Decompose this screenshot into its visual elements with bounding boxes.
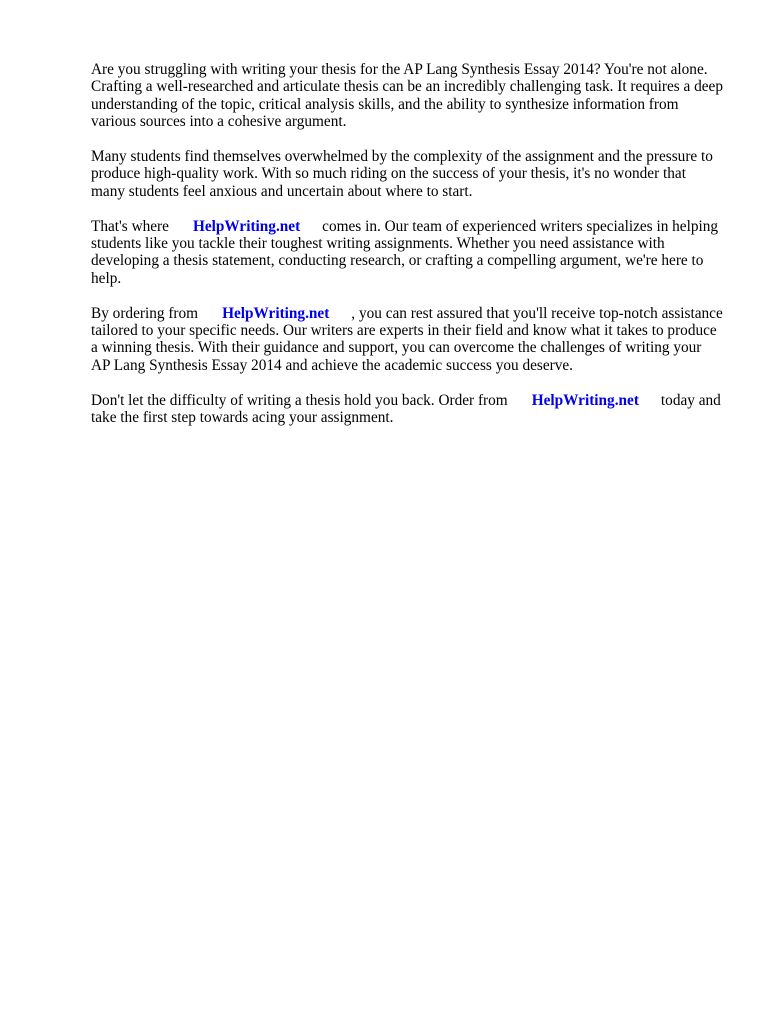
helpwriting-link[interactable]: HelpWriting.net — [192, 217, 301, 235]
paragraph-text-after-link: comes in. Our team of experienced writers specializes in helping students like you tackle their toughest writing assignments. Whether you need assistance with developing a thesis statement, conducting research, or crafting a compelling argument, we're here to help. — [91, 217, 719, 287]
paragraph-text-after-link: , you can rest assured that you'll receive top-notch assistance tailored to your specific needs. Our writers are experts in their field and know what it takes to produce a winning thesis. With their guidance and support, you can overcome the challenges of writing your AP Lang Synthesis Essay 2014 and achieve the academic success you deserve. — [91, 304, 723, 374]
paragraph-text-before-link: That's where — [91, 217, 169, 235]
paragraph-thats-where — [91, 218, 723, 288]
document-body — [91, 61, 723, 444]
paragraph-text-before-link: Don't let the difficulty of writing a thesis hold you back. Order from — [91, 391, 508, 409]
helpwriting-link[interactable]: HelpWriting.net — [531, 391, 639, 409]
paragraph-intro: Are you struggling with writing your thesis for the AP Lang Synthesis Essay 2014? You're not alone. Crafting a well-researched and articulate thesis can be an incredibly challenging task. It requires a deep understanding of the topic, critical analysis skills, and the ability to synthesize information from various sources into a cohesive argument. — [91, 61, 723, 131]
paragraph-overwhelmed: Many students find themselves overwhelmed by the complexity of the assignment and the pressure to produce high-quality work. With so much riding on the success of your thesis, it's no wonder that many students feel anxious and uncertain about where to start. — [91, 148, 713, 200]
helpwriting-link[interactable]: HelpWriting.net — [222, 304, 330, 322]
paragraph-text-after-link: today and take the first step towards acing your assignment. — [91, 391, 721, 427]
paragraph-dont-let — [91, 392, 723, 427]
paragraph-text-before-link: By ordering from — [91, 304, 199, 322]
paragraph-by-ordering — [91, 305, 723, 375]
